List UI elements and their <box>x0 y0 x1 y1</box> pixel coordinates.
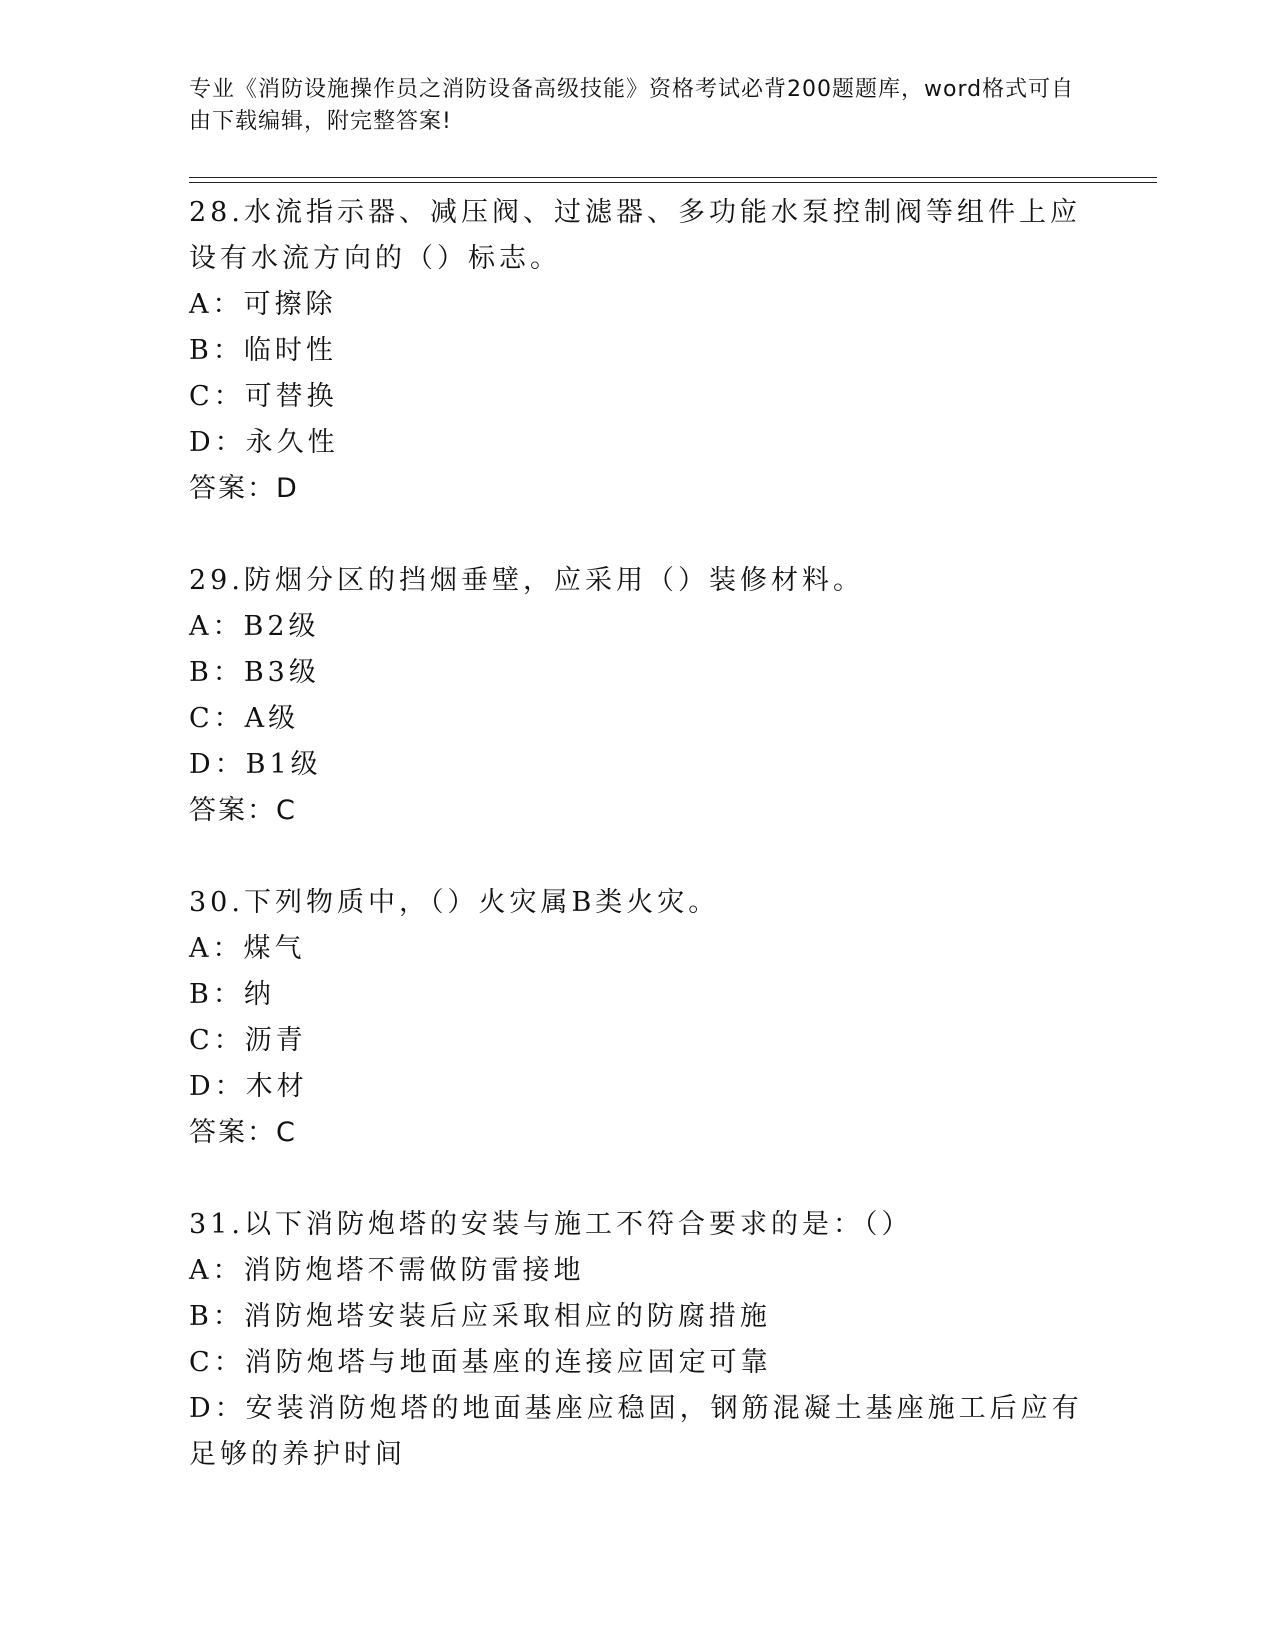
option-b: B：B3级 <box>189 657 320 688</box>
option-d: D：B1级 <box>189 749 322 780</box>
option-a: A：可擦除 <box>189 289 337 320</box>
option-d: D：木材 <box>189 1071 308 1102</box>
document-intro: 专业《消防设施操作员之消防设备高级技能》资格考试必背200题题库，word格式可自由下载编辑，附完整答案! <box>189 77 1075 134</box>
option-a: A：消防炮塔不需做防雷接地 <box>189 1255 585 1286</box>
answer-text: 答案：D <box>189 473 299 504</box>
header-divider-bottom <box>189 182 1157 183</box>
question-29 <box>189 558 1089 834</box>
question-stem: 30.下列物质中，（）火灾属B类火灾。 <box>189 887 720 918</box>
option-d: D：永久性 <box>189 427 339 458</box>
option-c: C：沥青 <box>189 1025 307 1056</box>
question-28 <box>189 190 1089 512</box>
question-list <box>189 190 1089 1524</box>
option-b: B：纳 <box>189 979 275 1010</box>
question-30 <box>189 880 1089 1156</box>
option-c: C：可替换 <box>189 381 338 412</box>
option-c: C：A级 <box>189 703 300 734</box>
option-a: A：B2级 <box>189 611 320 642</box>
option-b: B：消防炮塔安装后应采取相应的防腐措施 <box>189 1301 771 1332</box>
option-c: C：消防炮塔与地面基座的连接应固定可靠 <box>189 1347 772 1378</box>
option-a: A：煤气 <box>189 933 306 964</box>
answer-text: 答案：C <box>189 1117 297 1148</box>
header-divider-top <box>189 177 1157 178</box>
option-b: B：临时性 <box>189 335 337 366</box>
option-d: D：安装消防炮塔的地面基座应稳固，钢筋混凝土基座施工后应有足够的养护时间 <box>189 1393 1083 1470</box>
question-stem: 28.水流指示器、减压阀、过滤器、多功能水泵控制阀等组件上应设有水流方向的（）标志。 <box>189 197 1081 274</box>
question-31 <box>189 1202 1089 1478</box>
answer-text: 答案：C <box>189 795 297 826</box>
question-stem: 31.以下消防炮塔的安装与施工不符合要求的是：（） <box>189 1209 913 1240</box>
question-stem: 29.防烟分区的挡烟垂壁，应采用（）装修材料。 <box>189 565 864 596</box>
